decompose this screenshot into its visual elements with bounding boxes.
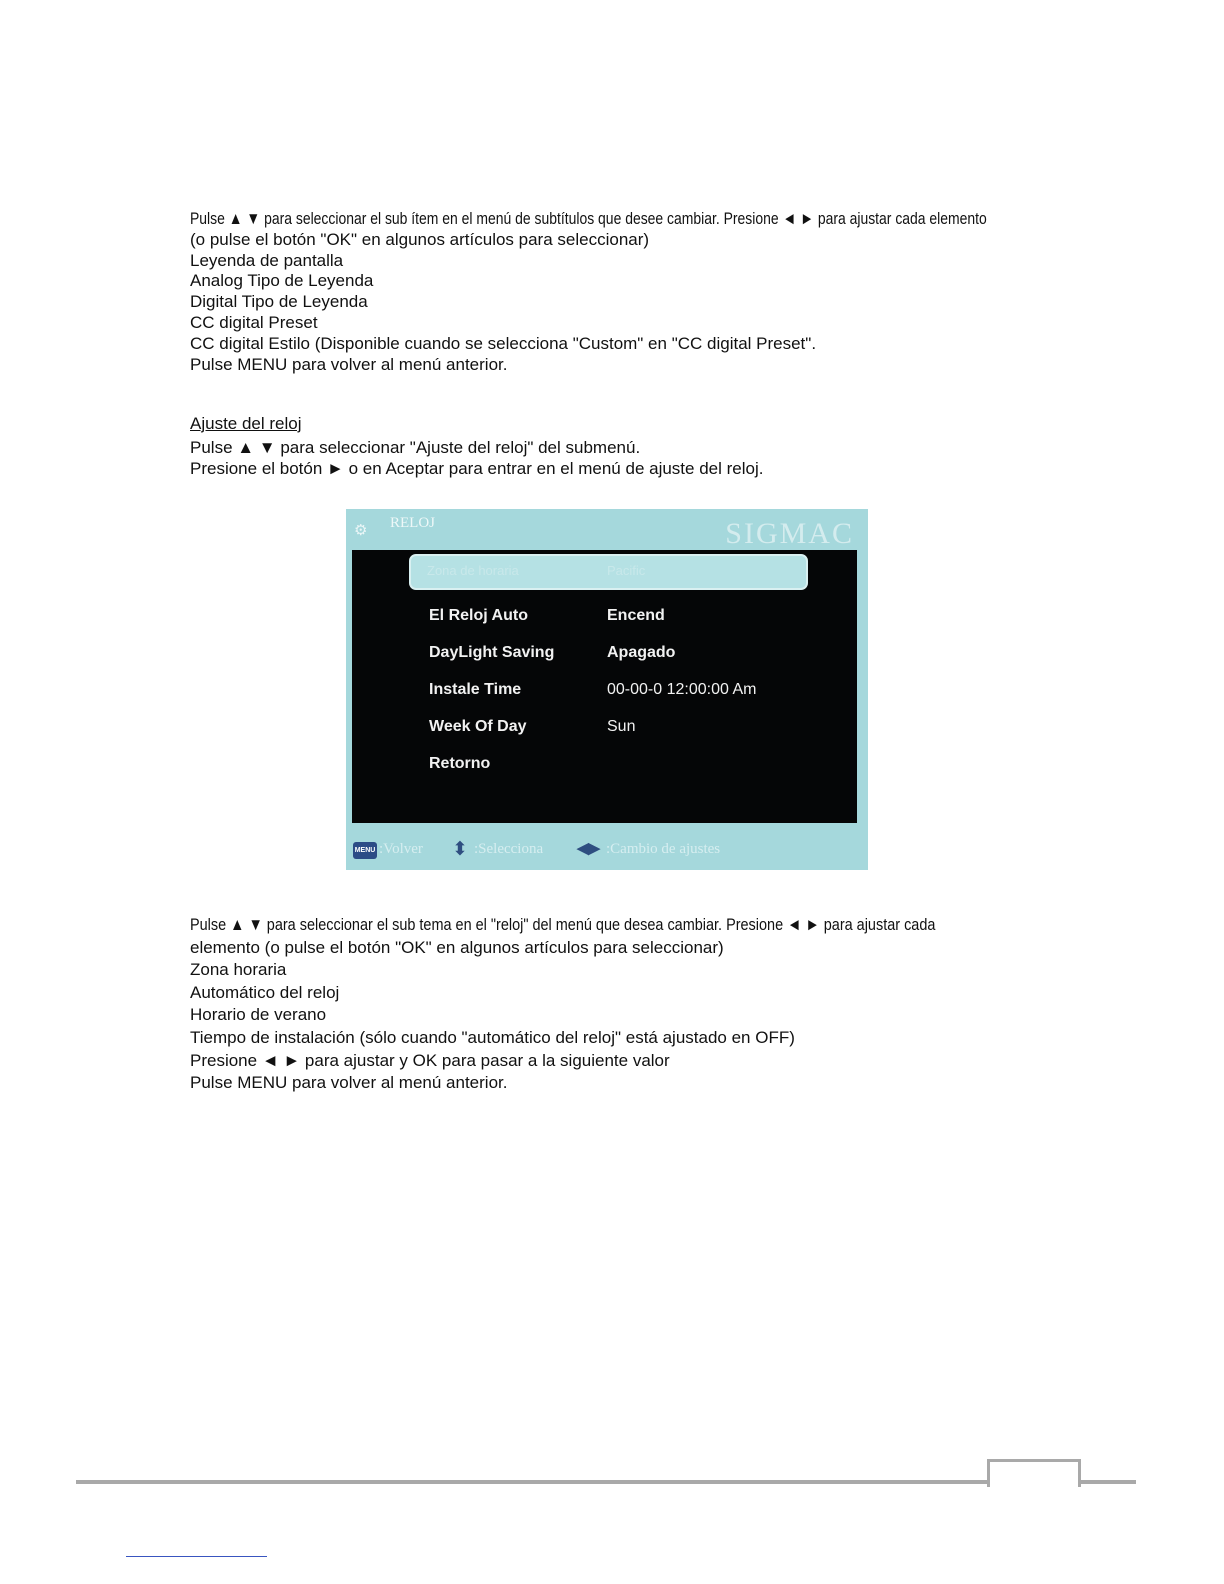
clock-menu-line: Pulse MENU para volver al menú anterior. — [190, 1073, 508, 1093]
clock-line: Pulse ▲ ▼ para seleccionar "Ajuste del reloj" del submenú. — [190, 438, 641, 457]
menu-key-icon: MENU — [353, 842, 377, 859]
tv-menu-item-label: El Reloj Auto — [429, 607, 528, 624]
clock-settings-instructions — [190, 438, 763, 480]
tv-menu-item[interactable] — [352, 640, 857, 670]
clock-menu-instructions — [190, 914, 1067, 1095]
clock-settings-heading: Ajuste del reloj — [190, 414, 302, 433]
footer-rule — [76, 1480, 1136, 1484]
tv-menu-item-label: Instale Time — [429, 681, 522, 698]
tv-menu-item[interactable] — [352, 714, 857, 744]
clock-menu-line: Presione ◄ ► para ajustar y OK para pasar a la siguiente valor — [190, 1050, 670, 1070]
tv-brand-logo: SIGMAC — [725, 517, 854, 550]
tv-menu-title: RELOJ — [390, 515, 435, 531]
tv-hint-select: :Selecciona — [474, 841, 544, 857]
clock-menu-line: elemento (o pulse el botón "OK" en algunos artículos para seleccionar) — [190, 937, 724, 957]
tv-menu-item[interactable] — [352, 603, 857, 633]
caption-menu-instructions — [190, 209, 1162, 375]
tv-footer-hints — [346, 835, 868, 865]
caption-line: Pulse MENU para volver al menú anterior. — [190, 354, 508, 374]
tv-menu-item[interactable] — [352, 677, 857, 707]
tv-hint-back: :Volver — [379, 841, 423, 857]
tv-menu-item-return[interactable] — [352, 751, 857, 781]
tv-menu-item-value: Pacific — [607, 563, 646, 578]
caption-intro-line: Pulse ▲ ▼ para seleccionar el sub ítem en el menú de subtítulos que desee cambiar. Presione ◄ ► para ajustar cada elemento — [190, 209, 987, 228]
tv-menu-item-value: 00-00-0 12:00:00 Am — [607, 681, 757, 698]
tv-menu-item-label: Zona de horaria — [427, 563, 519, 578]
tv-menu-item-value: Encend — [607, 607, 665, 624]
left-right-arrows-icon: ◀▶ — [577, 841, 601, 857]
tv-menu-item-value: Sun — [607, 718, 636, 735]
clock-line: Presione el botón ► o en Aceptar para entrar en el menú de ajuste del reloj. — [190, 458, 764, 478]
footer-page-tab — [987, 1459, 1081, 1487]
tv-menu-item-label: DayLight Saving — [429, 644, 555, 661]
clock-menu-line: Horario de verano — [190, 1005, 327, 1025]
tv-menu-panel — [352, 550, 857, 823]
tv-hint-change: :Cambio de ajustes — [606, 841, 721, 857]
caption-line: Analog Tipo de Leyenda — [190, 271, 374, 291]
footer-link-underline — [126, 1556, 267, 1557]
clock-menu-line: Automático del reloj — [190, 982, 340, 1002]
clock-intro-line: Pulse ▲ ▼ para seleccionar el sub tema en el "reloj" del menú que desea cambiar. Presione ◄ ► para ajustar cada — [190, 915, 936, 934]
caption-line: Leyenda de pantalla — [190, 250, 344, 270]
tv-menu-item-label: Retorno — [429, 755, 491, 772]
caption-line: (o pulse el botón "OK" en algunos artículos para seleccionar) — [190, 229, 650, 249]
caption-line: CC digital Estilo (Disponible cuando se selecciona "Custom" en "CC digital Preset". — [190, 333, 817, 353]
tv-menu-item-label: Week Of Day — [429, 718, 527, 735]
clock-menu-line: Zona horaria — [190, 960, 287, 980]
tv-menu-item-value: Apagado — [607, 644, 676, 661]
caption-line: Digital Tipo de Leyenda — [190, 292, 368, 312]
up-down-arrows-icon: ⬍ — [452, 839, 468, 860]
tv-menu-screenshot — [346, 509, 868, 870]
tv-menu-item-selected[interactable] — [409, 554, 808, 590]
caption-line: CC digital Preset — [190, 312, 318, 332]
clock-menu-line: Tiempo de instalación (sólo cuando "automático del reloj" está ajustado en OFF) — [190, 1027, 795, 1047]
gear-icon: ⚙ — [354, 522, 368, 539]
tv-header — [346, 509, 868, 553]
